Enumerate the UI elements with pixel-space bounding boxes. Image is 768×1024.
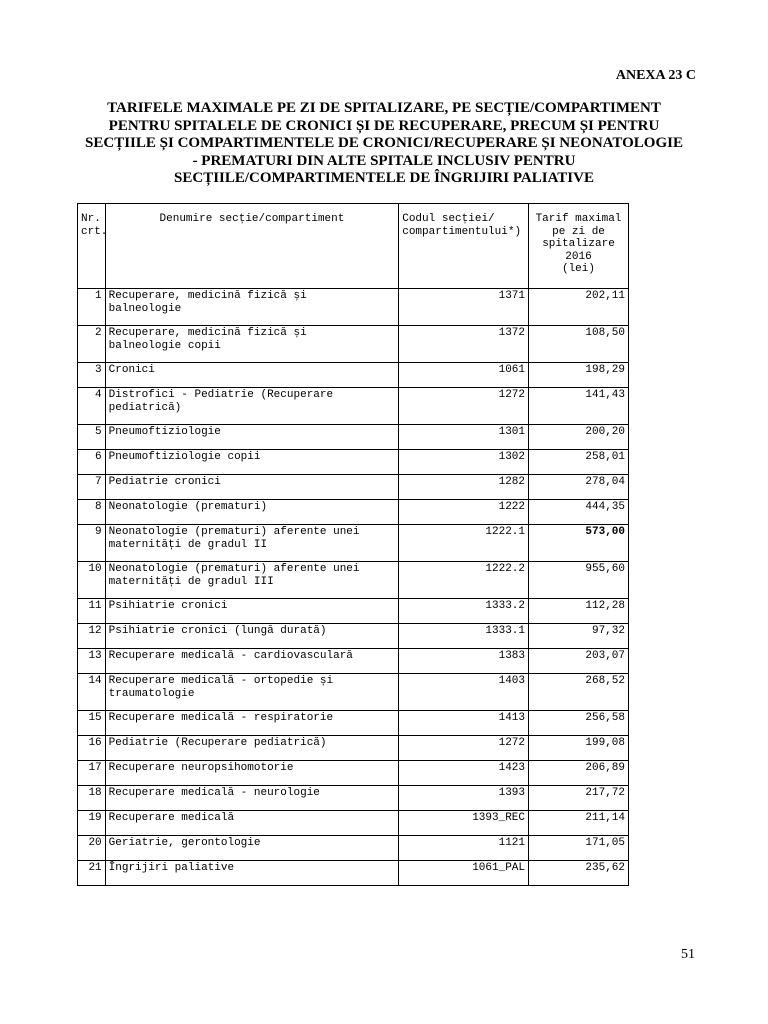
row-tarif: 444,35 xyxy=(529,500,629,525)
row-tarif: 235,62 xyxy=(529,861,629,886)
table-row xyxy=(78,624,629,649)
table-row xyxy=(78,326,629,363)
row-name: Distrofici - Pediatrie (Recuperare pediatrică) xyxy=(105,388,399,425)
row-code: 1061 xyxy=(399,363,529,388)
title-line: PENTRU SPITALELE DE CRONICI ȘI DE RECUPERARE, PRECUM ȘI PENTRU xyxy=(108,117,660,134)
header-tarif: Tarif maximal pe zi de spitalizare 2016 (lei) xyxy=(529,204,629,289)
row-code: 1061_PAL xyxy=(399,861,529,886)
row-name: Recuperare medicală xyxy=(105,811,399,836)
row-name: Recuperare medicală - respiratorie xyxy=(105,711,399,736)
row-name: Psihiatrie cronici xyxy=(105,599,399,624)
table-row xyxy=(78,761,629,786)
row-number: 2 xyxy=(78,326,106,363)
row-code: 1333.2 xyxy=(399,599,529,624)
annex-label: ANEXA 23 C xyxy=(615,68,696,83)
row-code: 1272 xyxy=(399,736,529,761)
row-code: 1371 xyxy=(399,289,529,326)
row-code: 1121 xyxy=(399,836,529,861)
table-row xyxy=(78,649,629,674)
row-number: 20 xyxy=(78,836,106,861)
row-code: 1372 xyxy=(399,326,529,363)
row-tarif: 203,07 xyxy=(529,649,629,674)
title-line: - PREMATURI DIN ALTE SPITALE INCLUSIV PENTRU xyxy=(192,152,576,169)
row-tarif: 112,28 xyxy=(529,599,629,624)
table-row xyxy=(78,475,629,500)
row-number: 1 xyxy=(78,289,106,326)
table-row xyxy=(78,500,629,525)
row-name: Geriatrie, gerontologie xyxy=(105,836,399,861)
table-header-row xyxy=(78,204,629,289)
table-row xyxy=(78,425,629,450)
row-code: 1333.1 xyxy=(399,624,529,649)
page-number: 51 xyxy=(681,947,695,962)
row-tarif: 955,60 xyxy=(529,562,629,599)
row-number: 16 xyxy=(78,736,106,761)
table-row xyxy=(78,711,629,736)
table-row xyxy=(78,599,629,624)
row-tarif: 258,01 xyxy=(529,450,629,475)
row-name: Recuperare neuropsihomotorie xyxy=(105,761,399,786)
row-code: 1302 xyxy=(399,450,529,475)
row-name: Psihiatrie cronici (lungă durată) xyxy=(105,624,399,649)
row-number: 11 xyxy=(78,599,106,624)
row-name: Pediatrie cronici xyxy=(105,475,399,500)
table-row xyxy=(78,525,629,562)
row-code: 1272 xyxy=(399,388,529,425)
row-number: 21 xyxy=(78,861,106,886)
row-code: 1413 xyxy=(399,711,529,736)
table-row xyxy=(78,836,629,861)
row-name: Recuperare, medicină fizică și balneologie copii xyxy=(105,326,399,363)
row-number: 10 xyxy=(78,562,106,599)
row-tarif: 200,20 xyxy=(529,425,629,450)
table-row xyxy=(78,811,629,836)
row-tarif: 199,08 xyxy=(529,736,629,761)
table-row xyxy=(78,388,629,425)
table-row xyxy=(78,674,629,711)
row-number: 4 xyxy=(78,388,106,425)
row-number: 3 xyxy=(78,363,106,388)
row-tarif: 278,04 xyxy=(529,475,629,500)
table-body xyxy=(78,289,629,886)
row-tarif: 198,29 xyxy=(529,363,629,388)
row-tarif: 97,32 xyxy=(529,624,629,649)
row-number: 9 xyxy=(78,525,106,562)
row-name: Recuperare, medicină fizică și balneologie xyxy=(105,289,399,326)
row-name: Cronici xyxy=(105,363,399,388)
row-tarif: 108,50 xyxy=(529,326,629,363)
row-name: Recuperare medicală - cardiovasculară xyxy=(105,649,399,674)
row-code: 1423 xyxy=(399,761,529,786)
header-name: Denumire secție/compartiment xyxy=(105,204,399,289)
row-tarif: 268,52 xyxy=(529,674,629,711)
row-number: 7 xyxy=(78,475,106,500)
row-name: Pneumoftiziologie xyxy=(105,425,399,450)
row-code: 1403 xyxy=(399,674,529,711)
title-line: SECȚIILE/COMPARTIMENTELE DE ÎNGRIJIRI PALIATIVE xyxy=(174,170,594,186)
row-number: 15 xyxy=(78,711,106,736)
title-line: SECȚIILE ȘI COMPARTIMENTELE DE CRONICI/RECUPERARE ȘI NEONATOLOGIE xyxy=(85,135,683,151)
row-number: 6 xyxy=(78,450,106,475)
row-name: Pneumoftiziologie copii xyxy=(105,450,399,475)
title-line: TARIFELE MAXIMALE PE ZI DE SPITALIZARE, PE SECȚIE/COMPARTIMENT xyxy=(107,100,661,116)
row-code: 1282 xyxy=(399,475,529,500)
header-nr: Nr. crt. xyxy=(78,204,106,289)
row-name: Îngrijiri paliative xyxy=(105,861,399,886)
row-name: Neonatologie (prematuri) aferente unei maternități de gradul III xyxy=(105,562,399,599)
row-number: 5 xyxy=(78,425,106,450)
row-tarif: 206,89 xyxy=(529,761,629,786)
document-title xyxy=(70,100,698,188)
row-number: 17 xyxy=(78,761,106,786)
row-code: 1393_REC xyxy=(399,811,529,836)
table-row xyxy=(78,861,629,886)
header-code: Codul secției/ compartimentului*) xyxy=(399,204,529,289)
table-row xyxy=(78,786,629,811)
row-name: Neonatologie (prematuri) aferente unei maternități de gradul II xyxy=(105,525,399,562)
row-code: 1383 xyxy=(399,649,529,674)
row-code: 1301 xyxy=(399,425,529,450)
tariff-table-container xyxy=(77,203,629,886)
row-tarif: 211,14 xyxy=(529,811,629,836)
row-tarif: 171,05 xyxy=(529,836,629,861)
row-number: 14 xyxy=(78,674,106,711)
table-row xyxy=(78,289,629,326)
row-code: 1222.2 xyxy=(399,562,529,599)
table-row xyxy=(78,363,629,388)
row-name: Pediatrie (Recuperare pediatrică) xyxy=(105,736,399,761)
row-code: 1393 xyxy=(399,786,529,811)
table-row xyxy=(78,736,629,761)
row-number: 8 xyxy=(78,500,106,525)
table-row xyxy=(78,562,629,599)
row-number: 12 xyxy=(78,624,106,649)
row-tarif: 217,72 xyxy=(529,786,629,811)
row-tarif: 202,11 xyxy=(529,289,629,326)
row-number: 19 xyxy=(78,811,106,836)
row-code: 1222.1 xyxy=(399,525,529,562)
row-code: 1222 xyxy=(399,500,529,525)
row-number: 18 xyxy=(78,786,106,811)
row-tarif: 256,58 xyxy=(529,711,629,736)
tariff-table xyxy=(77,203,629,886)
row-name: Recuperare medicală - neurologie xyxy=(105,786,399,811)
row-name: Neonatologie (prematuri) xyxy=(105,500,399,525)
row-number: 13 xyxy=(78,649,106,674)
row-name: Recuperare medicală - ortopedie și traumatologie xyxy=(105,674,399,711)
row-tarif: 573,00 xyxy=(529,525,629,562)
row-tarif: 141,43 xyxy=(529,388,629,425)
table-row xyxy=(78,450,629,475)
